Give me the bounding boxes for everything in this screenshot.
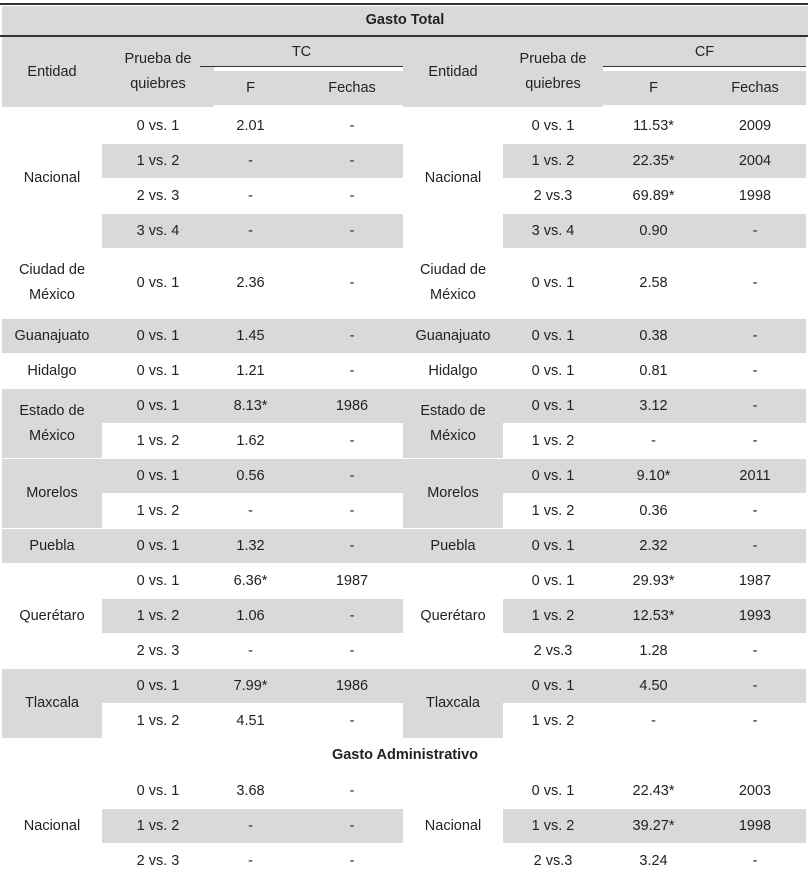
entity-label-left: Ciudad de México [18,262,86,303]
prueba-cell-left: 2 vs. 3 [136,642,180,659]
fechas-cell-left: - [349,187,355,204]
entity-label-left: Nacional [23,817,81,834]
prueba-cell-left: 2 vs. 3 [136,852,180,869]
section-title-gasto-administrativo: Gasto Administrativo [331,747,479,763]
f-value-cell-left: 1.32 [200,529,301,563]
entity-label-left: Guanajuato [2,319,102,353]
f-value-cell-right: 4.50 [603,669,704,703]
fechas-cell-left: 1987 [335,572,369,589]
entity-label-left: Querétaro [19,607,85,624]
fechas-cell-right: 2004 [704,144,806,178]
entity-label-left: Estado de México [2,389,102,458]
entity-label-right: Querétaro [420,607,486,624]
prueba-cell-right: 0 vs. 1 [503,529,603,563]
fechas-cell-left: 1986 [301,389,403,423]
f-value-cell-left: 7.99* [200,669,301,703]
prueba-cell-right: 1 vs. 2 [503,599,603,633]
fechas-cell-right: 2009 [738,117,772,134]
prueba-cell-left: 1 vs. 2 [136,712,180,729]
header-fechas-left: Fechas [301,71,403,105]
f-value-cell-left: 6.36* [233,572,268,589]
prueba-cell-right: 2 vs.3 [533,187,573,204]
f-value-cell-right: 12.53* [603,599,704,633]
prueba-cell-left: 0 vs. 1 [102,319,214,353]
fechas-cell-right: - [704,389,806,423]
header-entidad-right: Entidad [403,37,503,107]
f-value-cell-left: 3.68 [236,782,265,799]
header-top-rule [0,35,808,37]
f-value-cell-right: 3.12 [603,389,704,423]
f-value-cell-left: - [200,809,301,843]
prueba-cell-right: 1 vs. 2 [503,809,603,843]
f-value-cell-left: - [248,187,253,204]
header-entidad-left: Entidad [2,37,102,107]
fechas-cell-right: - [752,502,758,519]
entity-label-right: Hidalgo [428,362,478,379]
fechas-cell-right: - [752,712,758,729]
header-group-right: CF [603,37,806,67]
f-value-cell-right: 11.53* [633,117,674,134]
prueba-cell-left: 0 vs. 1 [136,782,180,799]
fechas-cell-left: - [349,782,355,799]
f-value-cell-left: 2.36 [236,274,265,291]
f-value-cell-right: 9.10* [603,459,704,493]
fechas-cell-right: 1998 [704,809,806,843]
fechas-cell-left: - [301,144,403,178]
fechas-cell-left: - [349,432,355,449]
prueba-cell-right: 2 vs.3 [533,642,573,659]
f-value-cell-right: 2.32 [603,529,704,563]
f-value-cell-right: 0.81 [639,362,668,379]
fechas-cell-right: - [752,852,758,869]
prueba-cell-left: 1 vs. 2 [136,502,180,519]
prueba-cell-right: 0 vs. 1 [531,117,575,134]
f-value-cell-left: - [248,852,253,869]
entity-label-right: Nacional [424,170,482,186]
fechas-cell-left: - [349,362,355,379]
f-value-cell-right: 29.93* [632,572,675,589]
header-group-left: TC [200,37,403,67]
fechas-cell-left: - [301,319,403,353]
entity-label-left: Tlaxcala [2,669,102,738]
entity-label-left: Nacional [23,170,81,186]
fechas-cell-right: - [704,529,806,563]
fechas-cell-right: 1993 [704,599,806,633]
f-value-cell-left: 8.13* [200,389,301,423]
fechas-cell-left: 1986 [301,669,403,703]
prueba-cell-left: 2 vs. 3 [136,187,180,204]
fechas-cell-right: - [752,642,758,659]
prueba-cell-left: 1 vs. 2 [136,432,180,449]
header-f-left: F [200,71,301,105]
prueba-cell-right: 1 vs. 2 [531,502,575,519]
prueba-cell-right: 3 vs. 4 [503,214,603,248]
f-value-cell-right: 0.38 [603,319,704,353]
f-value-cell-right: 22.35* [603,144,704,178]
prueba-cell-right: 2 vs.3 [533,852,573,869]
prueba-cell-right: 0 vs. 1 [531,362,575,379]
prueba-cell-right: 1 vs. 2 [531,712,575,729]
f-value-cell-right: - [651,712,656,729]
entity-label-right: Morelos [403,459,503,528]
fechas-cell-left: - [301,529,403,563]
f-value-cell-right: 39.27* [603,809,704,843]
entity-label-left: Morelos [2,459,102,528]
entity-label-right: Ciudad de México [419,262,487,303]
f-value-cell-right: 1.28 [639,642,668,659]
f-value-cell-left: - [200,144,301,178]
fechas-cell-right: 2011 [704,459,806,493]
prueba-cell-left: 1 vs. 2 [102,144,214,178]
prueba-cell-left: 1 vs. 2 [102,599,214,633]
f-value-cell-left: - [200,214,301,248]
fechas-cell-right: - [752,432,758,449]
entity-label-left: Hidalgo [27,362,77,379]
fechas-cell-left: - [301,599,403,633]
fechas-cell-left: - [349,852,355,869]
fechas-cell-left: - [349,642,355,659]
prueba-cell-left: 3 vs. 4 [102,214,214,248]
fechas-cell-right: - [704,214,806,248]
prueba-cell-left: 1 vs. 2 [102,809,214,843]
prueba-cell-left: 0 vs. 1 [102,669,214,703]
f-value-cell-left: 1.62 [236,432,265,449]
prueba-cell-right: 1 vs. 2 [503,144,603,178]
header-prueba-right: Prueba de quiebres [503,37,603,107]
prueba-cell-left: 0 vs. 1 [102,459,214,493]
prueba-cell-left: 0 vs. 1 [102,389,214,423]
fechas-cell-left: - [349,712,355,729]
prueba-cell-left: 0 vs. 1 [102,529,214,563]
f-value-cell-left: 0.56 [200,459,301,493]
fechas-cell-left: - [301,214,403,248]
f-value-cell-right: 0.90 [603,214,704,248]
fechas-cell-right: - [704,319,806,353]
fechas-cell-left: - [301,809,403,843]
f-value-cell-left: 1.06 [200,599,301,633]
f-value-cell-right: 3.24 [639,852,668,869]
prueba-cell-right: 0 vs. 1 [503,389,603,423]
fechas-cell-left: - [349,502,355,519]
fechas-cell-left: - [349,274,355,291]
fechas-cell-right: - [752,362,758,379]
header-f-right: F [603,71,704,105]
f-value-cell-left: - [248,502,253,519]
prueba-cell-left: 0 vs. 1 [136,274,180,291]
entity-label-right: Nacional [424,817,482,834]
prueba-cell-left: 0 vs. 1 [136,117,180,134]
header-group-underline-right [603,66,806,67]
prueba-cell-right: 0 vs. 1 [531,782,575,799]
f-value-cell-right: 0.36 [639,502,668,519]
f-value-cell-right: 2.58 [639,274,668,291]
table-title: Gasto Total [2,6,808,35]
fechas-cell-right: 2003 [738,782,772,799]
f-value-cell-left: 1.45 [200,319,301,353]
fechas-cell-right: 1998 [738,187,772,204]
fechas-cell-left: - [349,117,355,134]
f-value-cell-right: - [651,432,656,449]
fechas-cell-right: 1987 [738,572,772,589]
prueba-cell-right: 0 vs. 1 [531,572,575,589]
fechas-cell-right: - [704,669,806,703]
top-rule [0,3,808,5]
header-prueba-left: Prueba de quiebres [102,37,214,107]
fechas-cell-left: - [301,459,403,493]
prueba-cell-left: 0 vs. 1 [136,362,180,379]
entity-label-right: Tlaxcala [403,669,503,738]
entity-label-left: Puebla [2,529,102,563]
prueba-cell-right: 0 vs. 1 [503,459,603,493]
header-group-underline-left [200,66,403,67]
f-value-cell-right: 22.43* [632,782,675,799]
entity-label-right: Estado de México [403,389,503,458]
prueba-cell-right: 0 vs. 1 [531,274,575,291]
f-value-cell-right: 69.89* [632,187,675,204]
header-fechas-right: Fechas [704,71,806,105]
entity-label-right: Guanajuato [403,319,503,353]
f-value-cell-left: 2.01 [236,117,265,134]
prueba-cell-right: 0 vs. 1 [503,319,603,353]
f-value-cell-left: 1.21 [236,362,265,379]
f-value-cell-left: 4.51 [236,712,265,729]
entity-label-right: Puebla [403,529,503,563]
f-value-cell-left: - [248,642,253,659]
fechas-cell-right: - [752,274,758,291]
prueba-cell-right: 0 vs. 1 [503,669,603,703]
prueba-cell-right: 1 vs. 2 [531,432,575,449]
prueba-cell-left: 0 vs. 1 [136,572,180,589]
